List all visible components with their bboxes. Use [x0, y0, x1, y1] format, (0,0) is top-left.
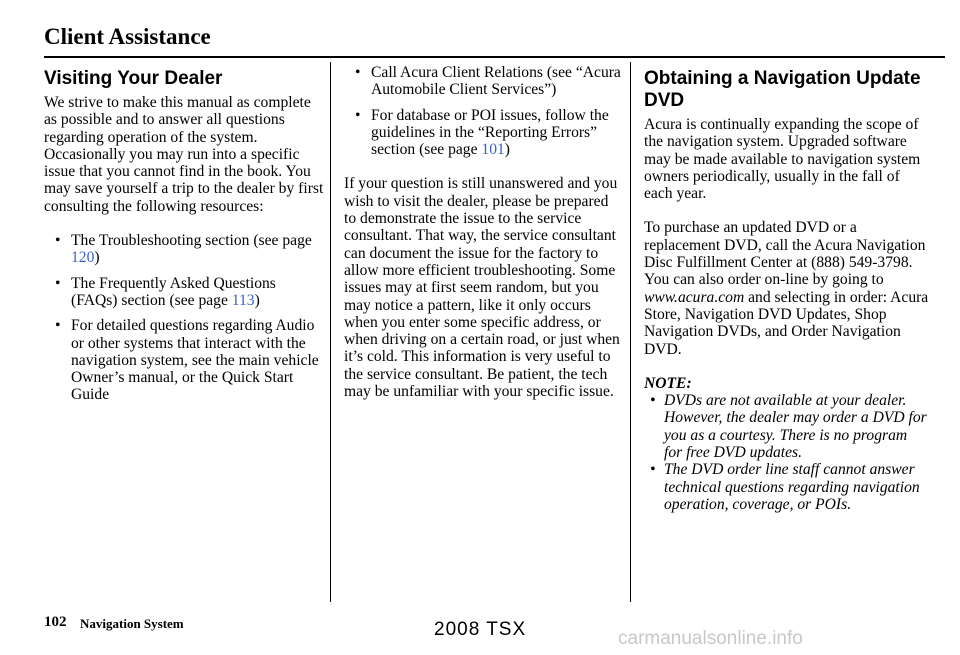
- list-item-faqs: • The Frequently Asked Questions (FAQs) section (see page 113): [55, 274, 276, 309]
- list-item-client-relations: • Call Acura Client Relations (see “Acura Automobile Client Services”): [355, 64, 621, 99]
- column-divider-2: [630, 62, 631, 602]
- bullet-icon: •: [55, 232, 61, 250]
- section-heading-update-dvd: Obtaining a Navigation Update DVD: [644, 68, 921, 111]
- column-1: [44, 64, 324, 412]
- column-divider-1: [330, 62, 331, 602]
- bullet-icon: •: [55, 317, 61, 335]
- purchase-paragraph: To purchase an updated DVD or a replacement DVD, call the Acura Navigation Disc Fulfillment Center at (888) 549-3798. You can also order on-line by going to www.acura.com and selecting in order: Acura Store, Navigation DVD Updates, Shop Navigation DVDs, and Order Navigation DVD.: [644, 219, 929, 358]
- note-label: NOTE:: [644, 374, 692, 392]
- column-2: [344, 64, 624, 400]
- note-item-order-line: • The DVD order line staff cannot answer technical questions regarding navigation operation, coverage, or POIs.: [650, 461, 920, 513]
- watermark: carmanualsonline.info: [618, 628, 803, 649]
- bullet-icon: •: [650, 392, 656, 410]
- page-link-120[interactable]: 120: [71, 249, 95, 267]
- bullet-icon: •: [355, 106, 361, 124]
- page-title: Client Assistance: [44, 24, 211, 49]
- footer-model: 2008 TSX: [434, 619, 527, 640]
- bullet-icon: •: [355, 64, 361, 81]
- footer-label: Navigation System: [80, 616, 184, 631]
- list-item-troubleshooting: • The Troubleshooting section (see page 120): [55, 232, 312, 267]
- intro-paragraph: We strive to make this manual as complete as possible and to answer all questions regarding operation of the system. Occasionally you may run into a specific issue that you cannot find in the book. You may save yourself a trip to the dealer by first consulting the following resources:: [44, 94, 324, 215]
- page-link-113[interactable]: 113: [231, 291, 255, 309]
- header-rule: [44, 56, 945, 58]
- section-heading-visiting-dealer: Visiting Your Dealer: [44, 68, 223, 89]
- page-link-101[interactable]: 101: [481, 141, 505, 159]
- list-item-database-poi: • For database or POI issues, follow the guidelines in the “Reporting Errors” section (see page 101): [355, 106, 609, 159]
- bullet-icon: •: [650, 461, 656, 479]
- dealer-visit-paragraph: If your question is still unanswered and you wish to visit the dealer, please be prepared to demonstrate the issue to the service consultant. That way, the service consultant can document the issue for the factory to allow more efficient troubleshooting. Some issues may at first seem random, but you may notice a pattern, like it only occurs when you enter some specific address, or when driving on a certain road, or just when it’s cold. This information is very useful to the service consultant. Be patient, the tech may be unfamiliar with your specific issue.: [344, 175, 620, 401]
- note-item-availability: • DVDs are not available at your dealer. However, the dealer may order a DVD for you as a courtesy. There is no program for free DVD updates.: [650, 392, 927, 462]
- expansion-paragraph: Acura is continually expanding the scope of the navigation system. Upgraded software may be made available to navigation system owners periodically, usually in the fall of each year.: [644, 116, 921, 203]
- bullet-icon: •: [55, 274, 61, 292]
- list-item-audio: • For detailed questions regarding Audio or other systems that interact with the navigation system, see the main vehicle Owner’s manual, or the Quick Start Guide: [55, 317, 319, 404]
- column-3: [644, 64, 929, 513]
- website-url: www.acura.com: [644, 288, 745, 306]
- page-number: 102: [44, 614, 67, 630]
